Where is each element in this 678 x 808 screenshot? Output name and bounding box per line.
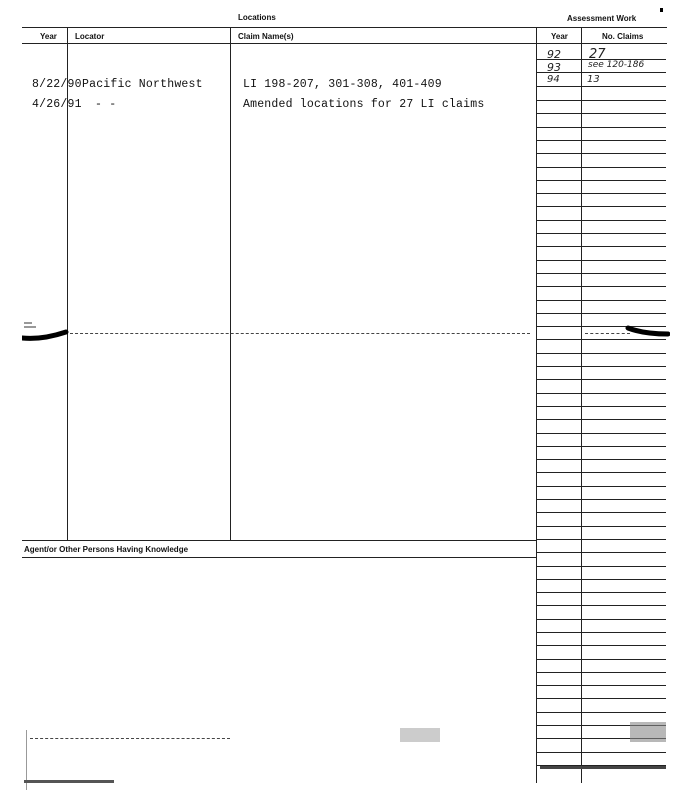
grid-row-rule [536, 233, 666, 234]
grid-row-rule [536, 113, 666, 114]
grid-row-rule [536, 379, 666, 380]
fold-line [70, 333, 530, 335]
grid-row-rule [536, 153, 666, 154]
col-header-year: Year [40, 32, 57, 41]
grid-row-rule [536, 486, 666, 487]
grid-row-rule [536, 353, 666, 354]
entry-1-locator: Pacific Northwest [82, 78, 203, 91]
grid-row-rule [536, 685, 666, 686]
aw-year-3: 94 [547, 74, 560, 85]
grid-row-rule [536, 566, 666, 567]
grid-row-rule [536, 672, 666, 673]
grid-row-rule [536, 167, 666, 168]
grid-row-rule [536, 273, 666, 274]
bottom-noise-line [30, 738, 230, 740]
grid-row-rule [536, 446, 666, 447]
grid-row-rule [536, 712, 666, 713]
grid-row-rule [536, 220, 666, 221]
grid-row-rule [536, 619, 666, 620]
grid-row-rule [536, 313, 666, 314]
col-header-locator: Locator [75, 32, 105, 41]
right-fold-mark [624, 322, 670, 340]
agent-rule [22, 557, 536, 558]
agent-label: Agent/or Other Persons Having Knowledge [24, 545, 189, 554]
grid-row-rule [536, 86, 666, 87]
header-bottom-rule [22, 43, 667, 44]
grid-row-rule [536, 193, 666, 194]
grid-row-rule [536, 539, 666, 540]
header-top-rule [22, 27, 667, 28]
grid-row-rule [536, 393, 666, 394]
grid-row-rule [536, 246, 666, 247]
center-speckle [400, 728, 440, 742]
entry-1-year: 8/22/90 [32, 78, 82, 91]
grid-row-rule [536, 632, 666, 633]
col-header-aw-year: Year [551, 32, 568, 41]
grid-row-rule [536, 260, 666, 261]
locator-claims-divider [230, 28, 231, 540]
col-header-claim-names: Claim Name(s) [238, 32, 294, 41]
grid-row-rule [536, 698, 666, 699]
entry-2-year: 4/26/91 [32, 98, 82, 111]
grid-row-rule [536, 512, 666, 513]
grid-row-rule [536, 579, 666, 580]
grid-row-rule [536, 592, 666, 593]
grid-row-rule [536, 433, 666, 434]
table-bottom-rule [22, 540, 536, 541]
grid-row-rule [536, 286, 666, 287]
aw-year-2: 93 [547, 61, 561, 74]
grid-row-rule [536, 300, 666, 301]
aw-claims-2: see 120-186 [588, 60, 645, 70]
aw-year-1: 92 [547, 48, 561, 61]
grid-row-rule [536, 499, 666, 500]
entry-2-claims: Amended locations for 27 LI claims [243, 98, 485, 111]
left-fold-mark [22, 318, 72, 344]
bottom-left-smudge [24, 780, 114, 783]
grid-row-rule [536, 645, 666, 646]
grid-row-rule [536, 552, 666, 553]
grid-row-rule [536, 127, 666, 128]
locations-header: Locations [238, 13, 276, 22]
grid-row-rule [536, 459, 666, 460]
grid-row-rule [536, 419, 666, 420]
grid-row-rule [536, 206, 666, 207]
aw-claims-1: 27 [589, 47, 606, 62]
entry-2-locator: - - [95, 98, 117, 111]
grid-row-rule [536, 140, 666, 141]
grid-row-rule [536, 366, 666, 367]
aw-claims-3: 13 [587, 74, 600, 85]
assessment-work-header: Assessment Work [567, 14, 637, 23]
bottom-right-smudge [540, 766, 666, 769]
col-header-aw-claims: No. Claims [602, 32, 644, 41]
grid-row-rule [536, 472, 666, 473]
bottom-right-speckle [630, 722, 666, 742]
entry-1-claims: LI 198-207, 301-308, 401-409 [243, 78, 442, 91]
grid-row-rule [536, 659, 666, 660]
top-right-speck [660, 8, 663, 12]
grid-row-rule [536, 406, 666, 407]
grid-row-rule [536, 526, 666, 527]
grid-row-rule [536, 180, 666, 181]
grid-row-rule [536, 605, 666, 606]
grid-row-rule [536, 100, 666, 101]
grid-row-rule [536, 752, 666, 753]
